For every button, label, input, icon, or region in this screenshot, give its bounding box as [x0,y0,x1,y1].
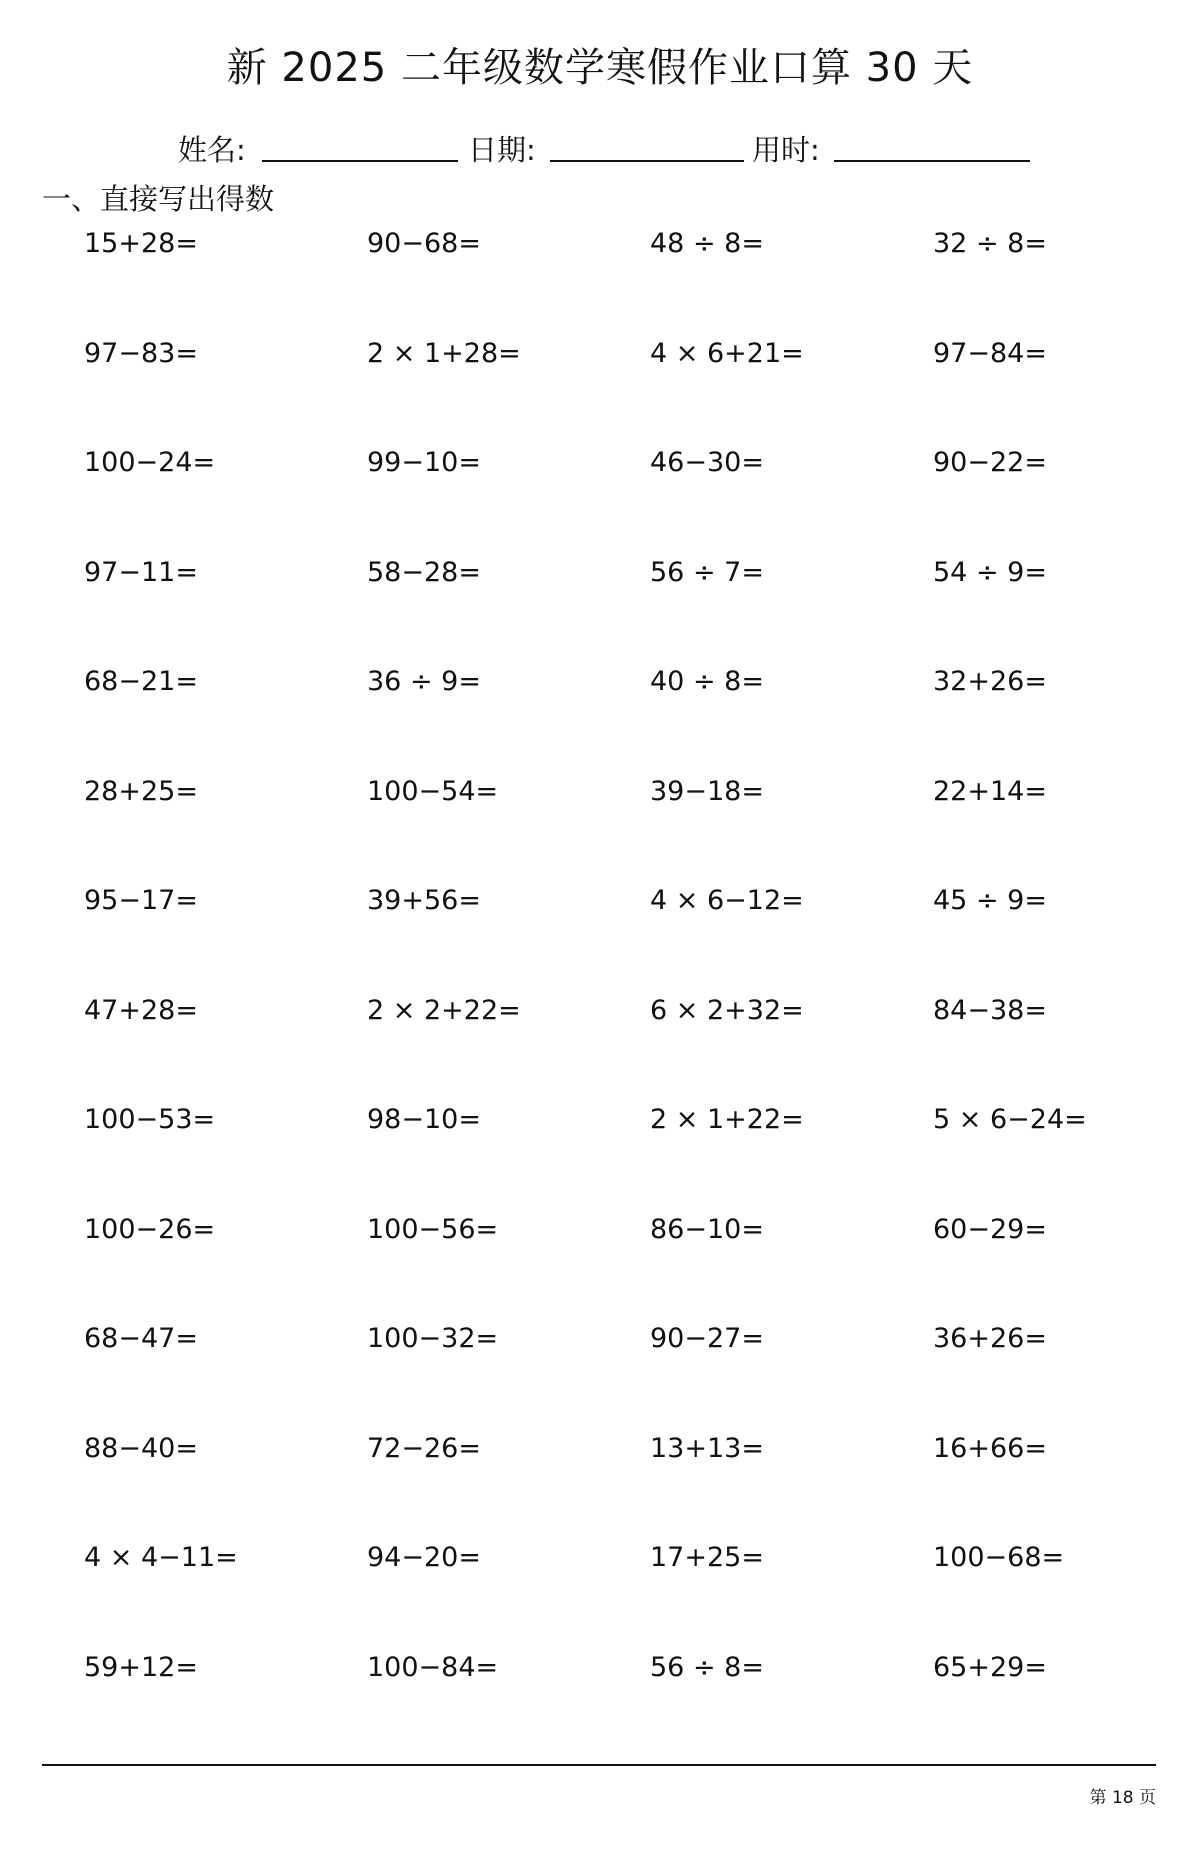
problem-item: 68−47= [84,1323,198,1354]
problem-item: 58−28= [367,556,481,588]
problem-item: 99−10= [367,447,481,478]
problem-item: 48 ÷ 8= [650,228,764,259]
problem-item: 16+66= [933,1432,1047,1464]
problem-item: 65+29= [933,1651,1047,1683]
problem-item: 90−27= [650,1323,764,1354]
problem-item: 56 ÷ 8= [650,1651,764,1683]
problem-item: 39+56= [367,885,481,916]
problem-item: 100−68= [933,1542,1065,1573]
problem-item: 32+26= [933,666,1047,697]
problem-grid [84,226,1200,1759]
problem-item: 90−68= [367,228,481,259]
date-label: 日期: [468,133,536,167]
problem-item: 5 × 6−24= [933,1104,1087,1135]
problem-item: 15+28= [84,228,198,259]
problem-item: 39−18= [650,775,764,807]
problem-item: 2 × 1+28= [367,337,521,369]
problem-item: 72−26= [367,1432,481,1464]
problem-item: 100−26= [84,1213,216,1245]
name-label: 姓名: [178,133,246,167]
date-blank [550,160,744,162]
problem-item: 100−56= [367,1213,499,1245]
problem-item: 54 ÷ 9= [933,556,1047,588]
problem-item: 97−84= [933,337,1047,369]
problem-item: 28+25= [84,775,198,807]
problem-item: 46−30= [650,447,764,478]
section-title: 一、直接写出得数 [42,182,275,216]
problem-item: 32 ÷ 8= [933,228,1047,259]
problem-item: 4 × 6+21= [650,337,804,369]
problem-item: 22+14= [933,775,1047,807]
problem-item: 100−24= [84,447,216,478]
problem-item: 36+26= [933,1323,1047,1354]
problem-item: 88−40= [84,1432,198,1464]
problem-item: 100−84= [367,1651,499,1683]
problem-item: 68−21= [84,666,198,697]
name-blank [262,160,458,162]
problem-item: 60−29= [933,1213,1047,1245]
problem-item: 59+12= [84,1651,198,1683]
problem-item: 94−20= [367,1542,481,1573]
problem-item: 100−32= [367,1323,499,1354]
problem-item: 45 ÷ 9= [933,885,1047,916]
problem-item: 2 × 1+22= [650,1104,804,1135]
worksheet-title: 新 2025 二年级数学寒假作业口算 30 天 [226,45,974,91]
problem-item: 40 ÷ 8= [650,666,764,697]
problem-item: 56 ÷ 7= [650,556,764,588]
footer-divider [42,1764,1156,1766]
problem-item: 86−10= [650,1213,764,1245]
problem-item: 90−22= [933,447,1047,478]
problem-item: 36 ÷ 9= [367,666,481,697]
problem-item: 13+13= [650,1432,764,1464]
problem-item: 98−10= [367,1104,481,1135]
problem-item: 4 × 6−12= [650,885,804,916]
problem-item: 97−83= [84,337,198,369]
problem-item: 17+25= [650,1542,764,1573]
problem-item: 100−53= [84,1104,216,1135]
time-label: 用时: [752,133,820,167]
problem-item: 97−11= [84,556,198,588]
problem-item: 6 × 2+32= [650,994,804,1026]
problem-item: 95−17= [84,885,198,916]
page-number: 第 18 页 [1089,1788,1156,1808]
problem-item: 84−38= [933,994,1047,1026]
problem-item: 100−54= [367,775,499,807]
problem-item: 47+28= [84,994,198,1026]
problem-item: 4 × 4−11= [84,1542,238,1573]
problem-item: 2 × 2+22= [367,994,521,1026]
time-blank [834,160,1030,162]
